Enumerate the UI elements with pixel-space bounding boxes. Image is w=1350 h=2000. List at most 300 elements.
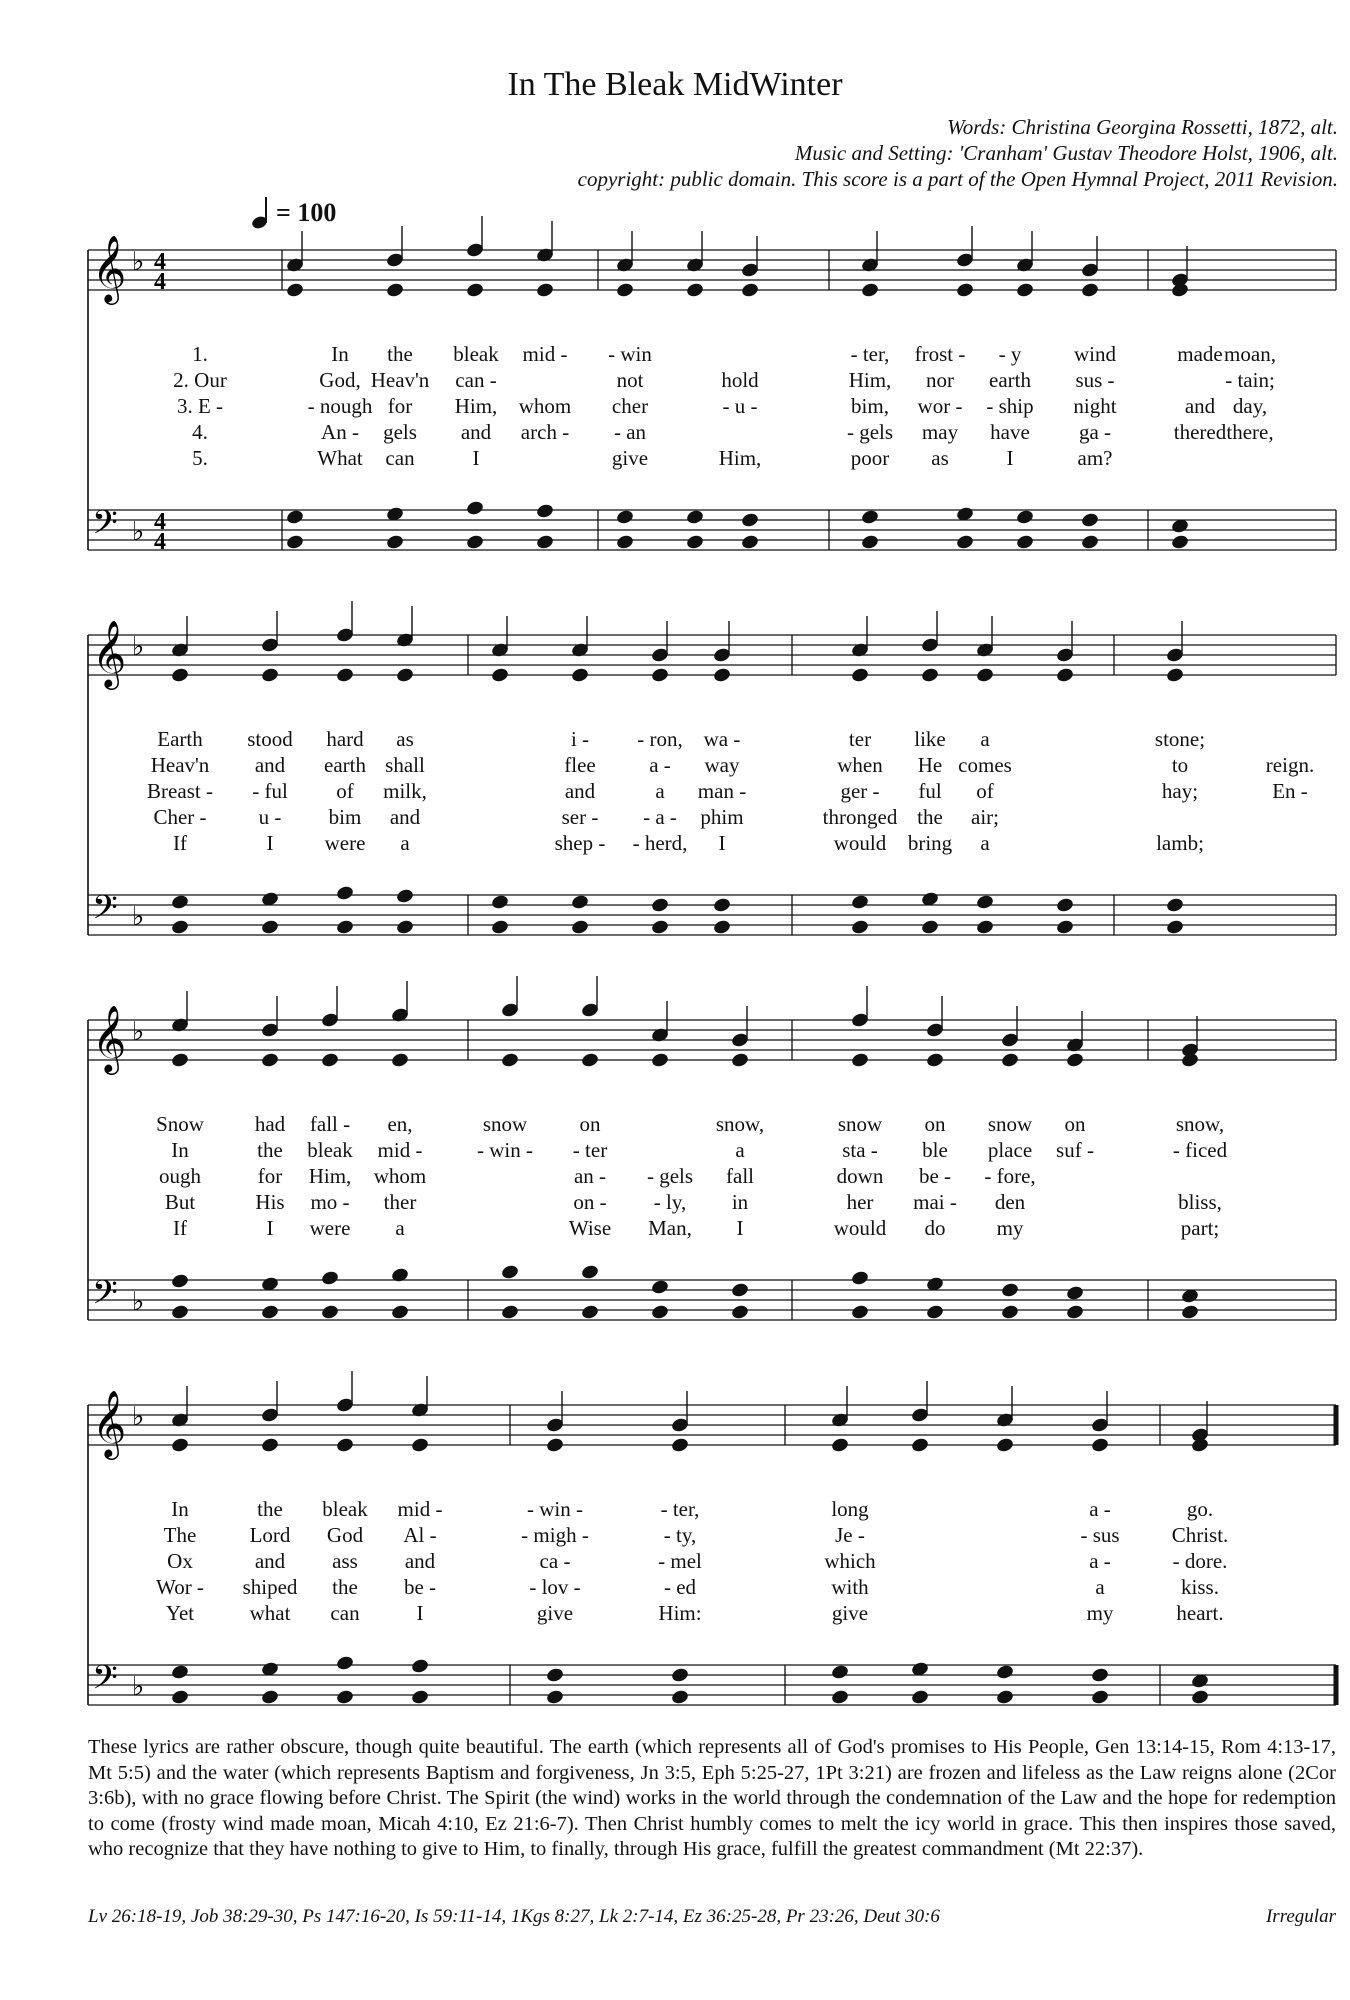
lyric-syllable: phim <box>700 805 744 829</box>
bass-note <box>285 534 304 551</box>
lyric-syllable: en, <box>387 1112 413 1136</box>
bass-note <box>170 1304 189 1321</box>
lyric-syllable: 5. <box>192 446 208 470</box>
tenor-note <box>285 509 304 526</box>
lyric-syllable: In <box>331 342 349 366</box>
lyric-syllable: - herd, <box>632 831 688 855</box>
time-signature-denominator: 4 <box>154 529 166 555</box>
lyric-syllable: Him, <box>454 394 498 418</box>
tenor-note <box>975 894 994 911</box>
lyric-syllable: a <box>735 1138 745 1162</box>
tenor-note <box>860 509 879 526</box>
lyric-syllable: stone; <box>1154 727 1206 751</box>
lyric-syllable: mai - <box>913 1190 957 1214</box>
lyric-syllable: thronged <box>822 805 898 829</box>
alto-note <box>170 667 189 684</box>
lyric-syllable: - ly, <box>653 1190 687 1214</box>
bass-note <box>260 1304 279 1321</box>
lyric-syllable: would <box>833 1216 887 1240</box>
bass-note <box>580 1304 599 1321</box>
lyric-syllable: of <box>976 779 994 803</box>
tenor-note <box>490 894 509 911</box>
tenor-note <box>830 1664 849 1681</box>
lyric-syllable: sta - <box>842 1138 878 1162</box>
lyric-syllable: bleak <box>307 1138 353 1162</box>
treble-clef-icon: 𝄞 <box>92 234 127 302</box>
lyric-syllable: can <box>330 1601 360 1625</box>
bass-note <box>670 1689 689 1706</box>
lyric-syllable: part; <box>1180 1216 1220 1240</box>
lyric-syllable: a - <box>649 753 671 777</box>
lyric-syllable: whom <box>373 1164 427 1188</box>
lyric-syllable: heart. <box>1176 1601 1224 1625</box>
lyric-syllable: do <box>924 1216 946 1240</box>
lyric-syllable: may <box>921 420 959 444</box>
lyric-syllable: An - <box>321 420 359 444</box>
alto-note <box>385 282 404 299</box>
flat-key-signature-icon: ♭ <box>132 902 145 932</box>
music-credit: Music and Setting: 'Cranham' Gustav Theodore Holst, 1906, alt. <box>794 141 1338 165</box>
tenor-note <box>1065 1285 1084 1302</box>
alto-note <box>410 1437 429 1454</box>
lyric-syllable: have <box>990 420 1030 444</box>
lyric-syllable: which <box>824 1549 876 1573</box>
lyric-syllable: lamb; <box>1156 831 1204 855</box>
lyric-syllable: and <box>460 420 492 444</box>
lyric-syllable: bleak <box>322 1497 368 1521</box>
lyric-syllable: night <box>1073 394 1117 418</box>
lyric-syllable: moan, <box>1224 342 1276 366</box>
lyric-syllable: had <box>254 1112 286 1136</box>
lyric-syllable: hay; <box>1161 779 1199 803</box>
lyric-syllable: the <box>917 805 943 829</box>
bass-note <box>410 1689 429 1706</box>
bass-note <box>490 919 509 936</box>
alto-note <box>170 1052 189 1069</box>
lyric-syllable: In <box>171 1138 189 1162</box>
lyric-syllable: with <box>831 1575 869 1599</box>
tenor-note <box>650 1279 669 1296</box>
lyric-syllable: shep - <box>554 831 606 855</box>
lyric-syllable: bim <box>328 805 362 829</box>
lyric-syllable: the <box>257 1138 283 1162</box>
lyric-syllable: be - <box>403 1575 437 1599</box>
lyric-syllable: den <box>994 1190 1026 1214</box>
alto-note <box>260 1052 279 1069</box>
lyric-syllable: - ful <box>252 779 288 803</box>
bass-note <box>260 1689 279 1706</box>
lyric-syllable: mid - <box>377 1138 423 1162</box>
lyric-syllable: on - <box>573 1190 607 1214</box>
lyric-syllable: way <box>704 753 740 777</box>
alto-note <box>860 282 879 299</box>
lyric-syllable: I <box>736 1216 744 1240</box>
tenor-note <box>335 885 354 902</box>
lyric-syllable: place <box>987 1138 1033 1162</box>
lyric-syllable: Heav'n <box>370 368 430 392</box>
bass-note <box>535 534 554 551</box>
tenor-note <box>170 1273 189 1290</box>
lyric-syllable: Wor - <box>156 1575 204 1599</box>
bass-note <box>850 1304 869 1321</box>
lyric-syllable: bliss, <box>1178 1190 1222 1214</box>
flat-key-signature-icon: ♭ <box>132 1017 145 1047</box>
lyric-syllable: God, <box>319 368 361 392</box>
lyric-syllable: Snow <box>156 1112 204 1136</box>
alto-note <box>465 282 484 299</box>
bass-note <box>1055 919 1074 936</box>
lyric-syllable: Him, <box>848 368 892 392</box>
bass-clef-icon: 𝄢 <box>92 504 118 550</box>
lyric-syllable: sus - <box>1075 368 1115 392</box>
alto-note <box>920 667 939 684</box>
flat-key-signature-icon: ♭ <box>132 517 145 547</box>
alto-note <box>580 1052 599 1069</box>
lyric-syllable: air; <box>971 805 999 829</box>
bass-note <box>1090 1689 1109 1706</box>
lyric-syllable: Him, <box>308 1164 352 1188</box>
tenor-note <box>580 1264 599 1281</box>
bass-note <box>1065 1304 1084 1321</box>
alto-note <box>260 667 279 684</box>
treble-clef-icon: 𝄞 <box>92 619 127 687</box>
tenor-note <box>465 500 484 517</box>
lyric-syllable: hard <box>326 727 364 751</box>
lyric-syllable: En - <box>1272 779 1308 803</box>
bass-note <box>1080 534 1099 551</box>
tenor-note <box>685 509 704 526</box>
lyric-syllable: nor <box>926 368 954 392</box>
alto-note <box>740 282 759 299</box>
bass-clef-icon: 𝄢 <box>92 889 118 935</box>
lyric-syllable: my <box>996 1216 1024 1240</box>
lyric-syllable: give <box>536 1601 574 1625</box>
lyric-syllable: ga - <box>1078 420 1112 444</box>
lyric-syllable: the <box>332 1575 358 1599</box>
lyric-syllable: ser - <box>561 805 599 829</box>
lyric-syllable: His <box>255 1190 285 1214</box>
lyric-syllable: I <box>1006 446 1014 470</box>
alto-note <box>395 667 414 684</box>
tenor-note <box>740 512 759 529</box>
bass-note <box>910 1689 929 1706</box>
bass-note <box>1180 1304 1199 1321</box>
lyric-syllable: bim, <box>851 394 889 418</box>
lyric-syllable: like <box>914 727 946 751</box>
bass-note <box>712 919 731 936</box>
bass-note <box>465 534 484 551</box>
lyric-syllable: I <box>472 446 480 470</box>
alto-note <box>1055 667 1074 684</box>
tenor-note <box>615 509 634 526</box>
lyric-syllable: 1. <box>192 342 208 366</box>
lyric-syllable: wa - <box>703 727 741 751</box>
lyric-syllable: a <box>400 831 410 855</box>
alto-note <box>670 1437 689 1454</box>
lyric-syllable: snow, <box>1175 1112 1225 1136</box>
lyric-syllable: Christ. <box>1171 1523 1229 1547</box>
lyric-syllable: 4. <box>192 420 208 444</box>
time-signature-numerator: 4 <box>154 509 166 535</box>
lyric-syllable: a <box>395 1216 405 1240</box>
lyric-syllable: ful <box>918 779 942 803</box>
lyric-syllable: - lov - <box>529 1575 581 1599</box>
lyric-syllable: the <box>257 1497 283 1521</box>
lyric-syllable: mo - <box>310 1190 350 1214</box>
lyric-syllable: a <box>655 779 665 803</box>
tenor-note <box>995 1664 1014 1681</box>
lyric-syllable: God <box>326 1523 364 1547</box>
lyric-syllable: when <box>837 753 883 777</box>
lyric-syllable: - ron, <box>637 727 683 751</box>
bass-note <box>570 919 589 936</box>
alto-note <box>390 1052 409 1069</box>
lyric-syllable: - win - <box>477 1138 533 1162</box>
lyric-syllable: kiss. <box>1181 1575 1219 1599</box>
bass-note <box>170 919 189 936</box>
lyric-syllable: I <box>416 1601 424 1625</box>
bass-note <box>260 919 279 936</box>
tenor-note <box>1165 897 1184 914</box>
lyric-syllable: - nough <box>307 394 373 418</box>
lyric-syllable: and <box>564 779 596 803</box>
alto-note <box>850 667 869 684</box>
alto-note <box>685 282 704 299</box>
copyright-credit: copyright: public domain. This score is a part of the Open Hymnal Project, 2011 Revision. <box>577 167 1338 191</box>
lyric-syllable: - ty, <box>663 1523 697 1547</box>
lyric-syllable: ca - <box>539 1549 571 1573</box>
bass-note <box>395 919 414 936</box>
alto-note <box>285 282 304 299</box>
lyric-syllable: - gels <box>846 420 894 444</box>
lyric-syllable: i - <box>570 727 590 751</box>
bass-note <box>920 919 939 936</box>
lyric-syllable: be - <box>918 1164 952 1188</box>
lyric-syllable: on <box>579 1112 601 1136</box>
tenor-note <box>650 897 669 914</box>
lyric-syllable: a <box>980 831 990 855</box>
lyric-syllable: - tain; <box>1225 368 1275 392</box>
lyric-syllable: long <box>831 1497 869 1521</box>
lyric-syllable: - an <box>613 420 647 444</box>
lyric-syllable: what <box>249 1601 291 1625</box>
tenor-note <box>320 1270 339 1287</box>
lyric-syllable: Man, <box>648 1216 692 1240</box>
tenor-note <box>500 1264 519 1281</box>
alto-note <box>170 1437 189 1454</box>
lyric-syllable: her <box>846 1190 874 1214</box>
alto-note <box>500 1052 519 1069</box>
lyric-syllable: - ter, <box>850 342 890 366</box>
lyric-syllable: ther <box>383 1190 417 1214</box>
lyric-syllable: of <box>336 779 354 803</box>
bass-note <box>1165 919 1184 936</box>
alto-note <box>1000 1052 1019 1069</box>
lyric-syllable: I <box>266 1216 274 1240</box>
bass-note <box>975 919 994 936</box>
lyric-syllable: Wise <box>568 1216 612 1240</box>
lyric-syllable: cher <box>611 394 649 418</box>
alto-note <box>650 1052 669 1069</box>
tenor-note <box>170 1664 189 1681</box>
lyric-syllable: - fore, <box>984 1164 1036 1188</box>
lyric-syllable: - u - <box>722 394 758 418</box>
bass-note <box>650 919 669 936</box>
tenor-note <box>1000 1282 1019 1299</box>
lyric-syllable: - dore. <box>1172 1549 1228 1573</box>
lyric-syllable: bleak <box>453 342 499 366</box>
bass-note <box>995 1689 1014 1706</box>
bass-note <box>335 919 354 936</box>
lyric-syllable: He <box>917 753 943 777</box>
lyric-syllable: man - <box>697 779 747 803</box>
bass-note <box>1170 534 1189 551</box>
alto-note <box>995 1437 1014 1454</box>
bass-note <box>335 1689 354 1706</box>
alto-note <box>650 667 669 684</box>
bass-note <box>830 1689 849 1706</box>
lyric-syllable: were <box>324 831 366 855</box>
tempo-value: = 100 <box>276 198 337 227</box>
bass-note <box>385 534 404 551</box>
lyric-syllable: down <box>836 1164 884 1188</box>
bass-note <box>500 1304 519 1321</box>
lyric-syllable: to <box>1171 753 1189 777</box>
hymn-title: In The Bleak MidWinter <box>507 66 843 103</box>
lyric-syllable: mid - <box>397 1497 443 1521</box>
lyric-syllable: reign. <box>1265 753 1315 777</box>
lyric-syllable: Yet <box>165 1601 195 1625</box>
alto-note <box>615 282 634 299</box>
lyric-syllable: arch - <box>520 420 570 444</box>
flat-key-signature-icon: ♭ <box>132 1672 145 1702</box>
bass-note <box>1015 534 1034 551</box>
lyric-syllable: were <box>309 1216 351 1240</box>
lyric-syllable: ough <box>159 1164 201 1188</box>
alto-note <box>925 1052 944 1069</box>
alto-note <box>975 667 994 684</box>
lyric-syllable: as <box>931 446 949 470</box>
lyric-syllable: - win - <box>527 1497 583 1521</box>
lyric-syllable: fall <box>726 1164 754 1188</box>
lyric-syllable: not <box>616 368 644 392</box>
bass-note <box>170 1689 189 1706</box>
lyric-syllable: In <box>171 1497 189 1521</box>
lyric-syllable: - gels <box>646 1164 694 1188</box>
time-signature-denominator: 4 <box>154 269 166 295</box>
alto-note <box>730 1052 749 1069</box>
lyric-syllable: a - <box>1089 1549 1111 1573</box>
lyric-syllable: can - <box>455 368 497 392</box>
alto-note <box>1015 282 1034 299</box>
lyric-syllable: What <box>317 446 363 470</box>
lyric-syllable: Cher - <box>153 805 207 829</box>
lyric-syllable: wor - <box>917 394 963 418</box>
lyric-syllable: Lord <box>249 1523 291 1547</box>
tenor-note <box>1080 512 1099 529</box>
lyric-syllable: flee <box>564 753 596 777</box>
lyric-syllable: 2. Our <box>173 368 227 392</box>
alto-note <box>1090 1437 1109 1454</box>
alto-note <box>850 1052 869 1069</box>
alto-note <box>1065 1052 1084 1069</box>
lyric-syllable: go. <box>1186 1497 1214 1521</box>
lyric-syllable: whom <box>518 394 572 418</box>
lyric-syllable: snow <box>987 1112 1033 1136</box>
lyric-syllable: snow <box>837 1112 883 1136</box>
lyric-syllable: a - <box>1089 1497 1111 1521</box>
lyric-syllable: suf - <box>1056 1138 1094 1162</box>
tenor-note <box>730 1282 749 1299</box>
tenor-note <box>1090 1667 1109 1684</box>
alto-note <box>1165 667 1184 684</box>
lyric-syllable: would <box>833 831 887 855</box>
lyric-syllable: thered <box>1173 420 1227 444</box>
alto-note <box>830 1437 849 1454</box>
lyric-syllable: I <box>266 831 274 855</box>
alto-note <box>1080 282 1099 299</box>
lyric-syllable: my <box>1086 1601 1114 1625</box>
alto-note <box>535 282 554 299</box>
lyric-syllable: If <box>173 1216 187 1240</box>
lyric-syllable: earth <box>324 753 366 777</box>
tenor-note <box>535 503 554 520</box>
alto-note <box>570 667 589 684</box>
bass-note <box>1190 1689 1209 1706</box>
lyric-syllable: wind <box>1074 342 1116 366</box>
lyric-syllable: and <box>254 1549 286 1573</box>
lyric-syllable: a <box>1095 1575 1105 1599</box>
lyric-syllable: - sus <box>1080 1523 1120 1547</box>
lyric-syllable: Him, <box>718 446 762 470</box>
lyric-syllable: - migh - <box>521 1523 589 1547</box>
tenor-note <box>395 888 414 905</box>
alto-note <box>335 1437 354 1454</box>
lyric-syllable: a <box>980 727 990 751</box>
lyric-syllable: earth <box>989 368 1031 392</box>
flat-key-signature-icon: ♭ <box>132 247 145 277</box>
bass-note <box>955 534 974 551</box>
lyric-syllable: for <box>387 394 413 418</box>
lyric-syllable: mid - <box>522 342 568 366</box>
bass-note <box>650 1304 669 1321</box>
bass-clef-icon: 𝄢 <box>92 1659 118 1705</box>
bass-note <box>685 534 704 551</box>
lyric-syllable: on <box>1064 1112 1086 1136</box>
lyric-syllable: bring <box>907 831 953 855</box>
lyric-syllable: - ficed <box>1172 1138 1228 1162</box>
bass-note <box>860 534 879 551</box>
bass-note <box>545 1689 564 1706</box>
flat-key-signature-icon: ♭ <box>132 1287 145 1317</box>
lyric-syllable: and <box>404 1549 436 1573</box>
lyric-syllable: Je - <box>835 1523 865 1547</box>
tenor-note <box>390 1267 409 1284</box>
lyric-syllable: Him: <box>658 1601 702 1625</box>
time-signature-numerator: 4 <box>154 249 166 275</box>
lyric-syllable: poor <box>850 446 890 470</box>
lyric-syllable: Breast - <box>147 779 213 803</box>
lyric-syllable: Al - <box>403 1523 437 1547</box>
lyric-syllable: ass <box>332 1549 358 1573</box>
tenor-note <box>712 897 731 914</box>
tenor-note <box>335 1655 354 1672</box>
alto-note <box>260 1437 279 1454</box>
lyric-syllable: Earth <box>157 727 203 751</box>
lyric-syllable: day, <box>1232 394 1268 418</box>
lyric-syllable: give <box>831 1601 869 1625</box>
lyric-syllable: snow <box>482 1112 528 1136</box>
